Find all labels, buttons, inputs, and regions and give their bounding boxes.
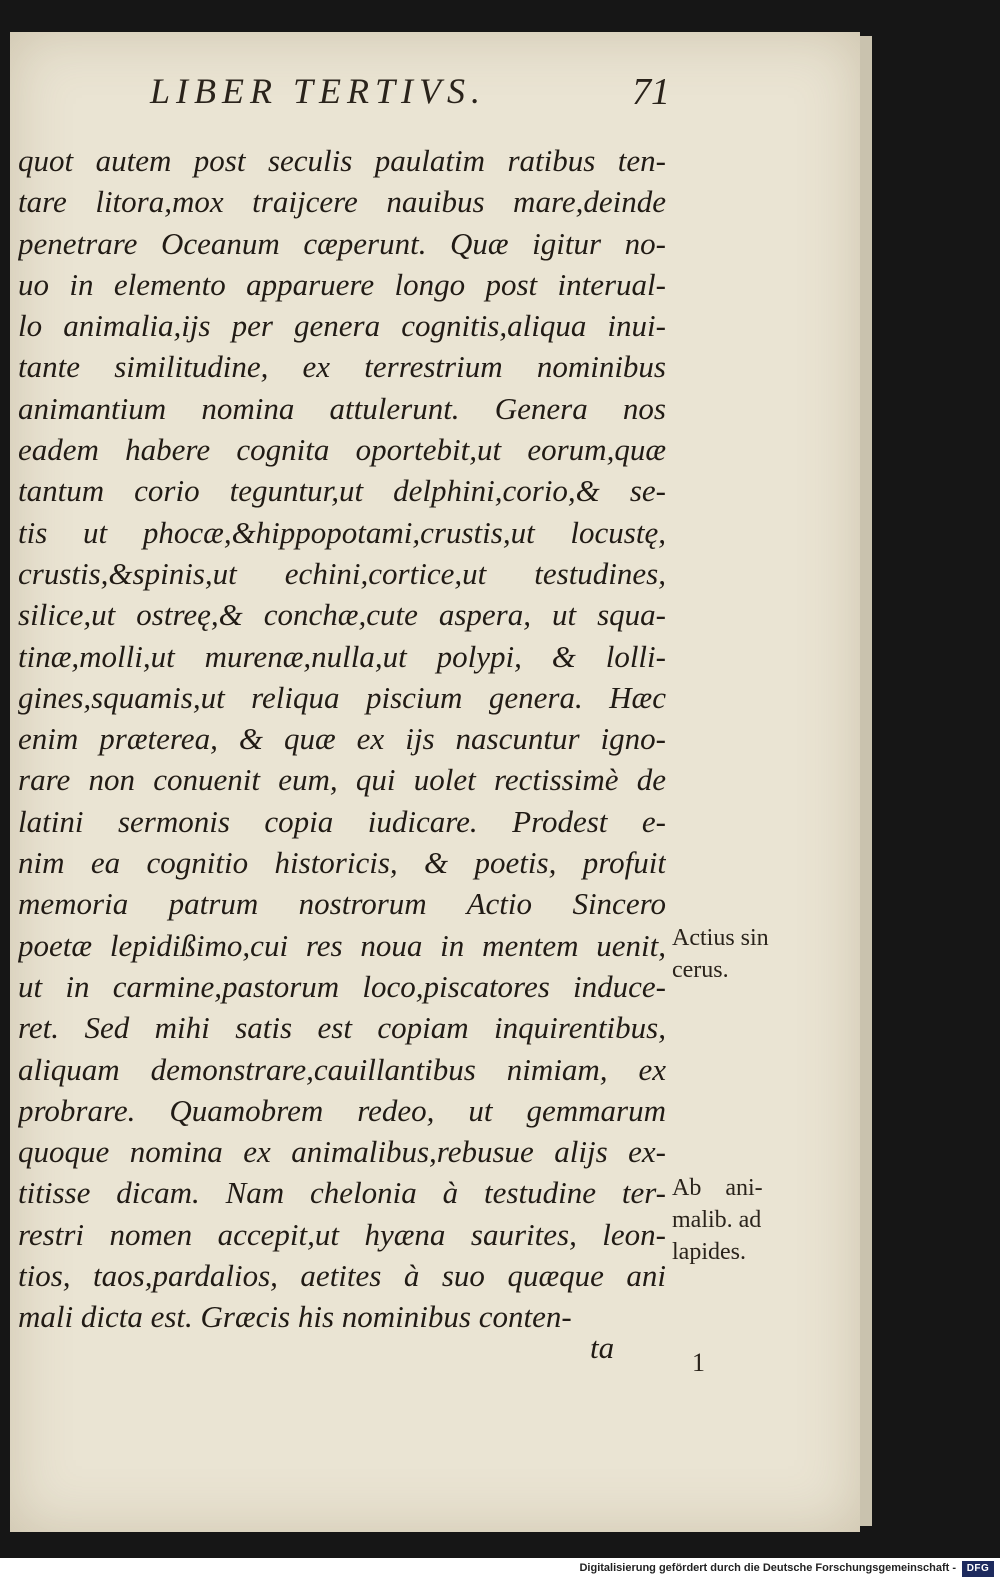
footer-credit: Digitalisierung gefördert durch die Deutsche Forschungsgemeinschaft - [579, 1562, 956, 1574]
margin-note-line: Actius sin [672, 925, 769, 951]
text-line: gines,squamis,ut reliqua piscium genera. Hæc [18, 679, 666, 715]
margin-note-actius [672, 922, 822, 986]
catchword: ta [590, 1330, 615, 1365]
footer-bar [0, 1558, 1000, 1584]
text-line: poetæ lepidißimo,cui res noua in mentem uenit, [18, 927, 666, 963]
page-edge [860, 36, 872, 1526]
text-line: enim præterea, & quæ ex ijs nascuntur igno- [18, 721, 666, 757]
text-line: latini sermonis copia iudicare. Prodest e- [18, 803, 666, 839]
margin-note-line: Ab ani- [672, 1175, 763, 1201]
running-title: LIBER TERTIVS. [150, 71, 486, 111]
text-line: restri nomen accepit,ut hyæna saurites, leon- [18, 1216, 666, 1252]
margin-note-line: malib. ad [672, 1207, 762, 1233]
text-line: ret. Sed mihi satis est copiam inquirentibus, [18, 1010, 666, 1046]
text-line: crustis,&spinis,ut echini,cortice,ut testudines, [18, 555, 666, 591]
text-line: mali dicta est. Græcis his nominibus conten- [18, 1299, 572, 1335]
page-header [150, 70, 670, 130]
text-line: tantum corio teguntur,ut delphini,corio,& se- [18, 473, 666, 509]
text-line: eadem habere cognita oportebit,ut eorum,quæ [18, 432, 666, 468]
margin-note-line: lapides. [672, 1239, 746, 1265]
text-line: ut in carmine,pastorum loco,piscatores induce- [18, 968, 666, 1004]
body-text [18, 140, 666, 1338]
text-line: probrare. Quamobrem redeo, ut gemmarum [18, 1092, 666, 1128]
text-line: tinæ,molli,ut murenæ,nulla,ut polypi, & lolli- [18, 638, 666, 674]
text-line: lo animalia,ijs per genera cognitis,aliqua inui- [18, 308, 666, 344]
text-line: tios, taos,pardalios, aetites à suo quæque ani [18, 1258, 666, 1294]
margin-note-line: cerus. [672, 957, 729, 983]
margin-note-lapides [672, 1172, 822, 1268]
page-number: 71 [632, 71, 670, 113]
text-line: tare litora,mox traijcere nauibus mare,deinde [18, 184, 666, 220]
text-line: aliquam demonstrare,cauillantibus nimiam, ex [18, 1051, 666, 1087]
text-line: silice,ut ostreę,& conchæ,cute aspera, ut squa- [18, 597, 666, 633]
text-line: quot autem post seculis paulatim ratibus ten- [18, 143, 666, 178]
text-line: animantium nomina attulerunt. Genera nos [18, 390, 666, 426]
text-line: memoria patrum nostrorum Actio Sincero [18, 886, 666, 922]
text-line: uo in elemento apparuere longo post interual- [18, 266, 666, 302]
dfg-logo: DFG [962, 1561, 994, 1577]
text-line: quoque nomina ex animalibus,rebusue alijs ex- [18, 1134, 666, 1170]
text-line: penetrare Oceanum cæperunt. Quæ igitur no- [18, 225, 666, 261]
signature-mark: 1 [692, 1348, 705, 1377]
text-line: tis ut phocæ,&hippopotami,crustis,ut locustę, [18, 514, 666, 550]
text-line: tante similitudine, ex terrestrium nominibus [18, 349, 666, 385]
text-line: titisse dicam. Nam chelonia à testudine ter- [18, 1175, 666, 1211]
text-line: rare non conuenit eum, qui uolet rectissimè de [18, 762, 666, 798]
text-line: nim ea cognitio historicis, & poetis, profuit [18, 845, 666, 881]
